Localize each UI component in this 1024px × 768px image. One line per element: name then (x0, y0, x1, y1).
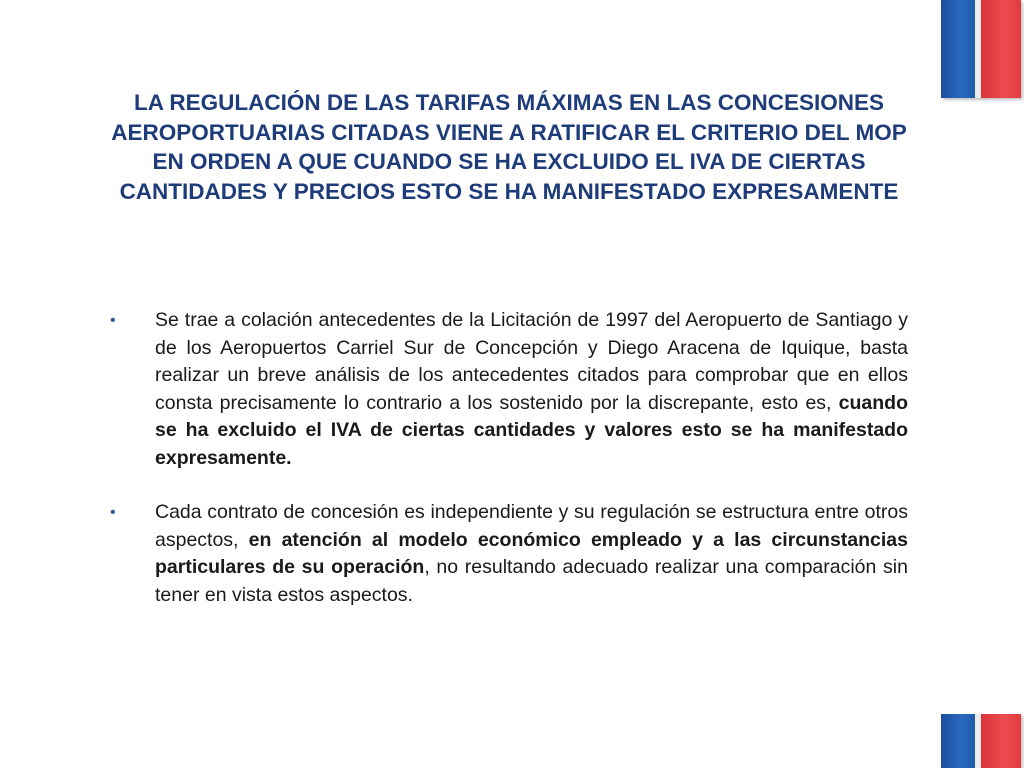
slide-title: LA REGULACIÓN DE LAS TARIFAS MÁXIMAS EN LAS CONCESIONES AEROPORTUARIAS CITADAS VIENE A RATIFICAR EL CRITERIO DEL MOP EN ORDEN A QUE CUANDO SE HA EXCLUIDO EL IVA DE CIERTAS CANTIDADES Y PRECIOS ESTO SE HA MANIFESTADO EXPRESAMENTE (111, 90, 907, 204)
bullet-item-2 (108, 499, 908, 609)
bullet-2-trailing-text: , no resultando adecuado realizar una comparación sin tener en vista estos aspectos. (155, 556, 908, 606)
flag-blue-stripe (941, 0, 975, 98)
flag-blue-stripe (941, 714, 975, 768)
bullet-icon: • (110, 504, 116, 521)
bullet-list (108, 307, 908, 636)
bullet-item-1 (108, 307, 908, 472)
flag-red-stripe (981, 0, 1021, 98)
bullet-2-bold-text: en atención al modelo económico empleado y a las circunstancias particulares de su operación (155, 528, 908, 578)
bullet-text-2 (155, 501, 908, 606)
bullet-1-plain-text: Se trae a colación antecedentes de la Licitación de 1997 del Aeropuerto de Santiago y de los Aeropuertos Carriel Sur de Concepción y Diego Aracena de Iquique, basta realizar un breve análisis de los antecedentes citados para comprobar que en ellos consta precisamente lo contrario a los sostenido por la discrepante, esto es, (155, 309, 908, 414)
flag-decoration-bottom (941, 714, 1021, 768)
bullet-text-1 (155, 309, 908, 469)
bullet-icon: • (110, 312, 116, 329)
bullet-1-bold-text: cuando se ha excluido el IVA de ciertas cantidades y valores esto se ha manifestado expresamente. (155, 391, 908, 469)
flag-decoration-top (941, 0, 1021, 98)
bullet-2-plain-text: Cada contrato de concesión es independiente y su regulación se estructura entre otros aspectos, (155, 501, 908, 551)
flag-red-stripe (981, 714, 1021, 768)
